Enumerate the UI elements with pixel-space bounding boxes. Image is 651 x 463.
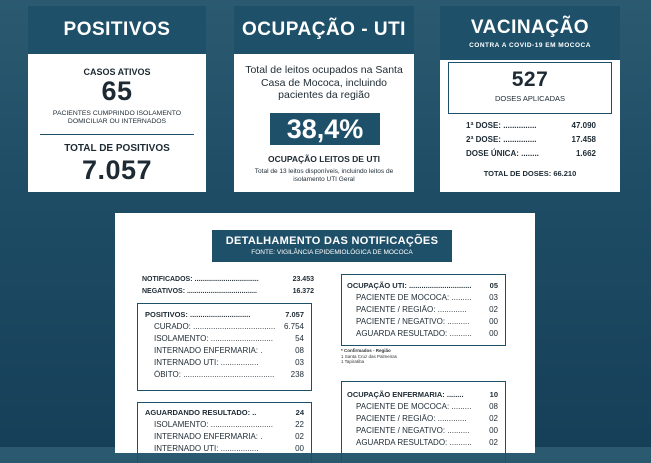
negativos-row <box>142 288 314 295</box>
vacinacao-card <box>440 6 620 192</box>
note-line: 1 Santa Cruz das Palmeiras <box>341 353 398 359</box>
total-positivos-label: TOTAL DE POSITIVOS <box>64 143 170 154</box>
row-value: 238 <box>290 370 304 379</box>
row-label: AGUARDA RESULTADO: .......... <box>356 438 472 447</box>
list-item <box>356 414 498 426</box>
row-label: PACIENTE / NEGATIVO: .......... <box>356 426 470 435</box>
uti-card <box>234 6 414 192</box>
casos-ativos-value: 65 <box>101 76 133 106</box>
enfermaria-box <box>341 381 506 462</box>
region-notes <box>341 348 397 365</box>
detalhamento-source: FONTE: VIGILÂNCIA EPIDEMIOLÓGICA DE MOCOCA <box>251 249 413 256</box>
total-positivos-value: 7.057 <box>81 155 153 185</box>
row-label: AGUARDA RESULTADO: .......... <box>356 329 472 338</box>
row-value: 6.754 <box>283 322 304 331</box>
uti-box-head <box>347 281 498 290</box>
row-value: 03 <box>295 358 304 367</box>
list-item <box>356 438 498 450</box>
list-item <box>154 346 304 358</box>
vacinacao-header <box>440 6 620 60</box>
aguardando-box <box>137 402 312 463</box>
doses-box <box>448 62 612 114</box>
row-label: PACIENTE DE MOCOCA: ......... <box>356 402 472 411</box>
enfermaria-box-head <box>347 390 498 399</box>
dose-row <box>466 135 596 144</box>
negativos-label: NEGATIVOS: .................................... <box>142 288 257 295</box>
row-value: 00 <box>489 329 498 338</box>
row-label: INTERNADO ENFERMARIA: . <box>154 346 263 355</box>
dose-label: 1ª DOSE: ............... <box>466 121 537 130</box>
aguardando-box-rows <box>154 420 304 456</box>
list-item <box>154 322 304 334</box>
positivos-box-head <box>145 310 304 319</box>
enfermaria-box-value: 10 <box>489 390 498 399</box>
list-item <box>154 420 304 432</box>
notificados-row <box>142 276 314 283</box>
row-value: 22 <box>295 420 304 429</box>
uti-description: Total de leitos ocupados na Santa Casa de Mococa, incluindo pacientes da região <box>245 64 403 101</box>
row-label: CURADO: ..................................... <box>154 322 276 331</box>
positivos-box-value: 7.057 <box>285 310 304 319</box>
row-value: 08 <box>489 402 498 411</box>
row-label: INTERNADO ENFERMARIA: . <box>154 432 263 441</box>
dose-row <box>466 121 596 130</box>
row-value: 02 <box>489 438 498 447</box>
dose-value: 47.090 <box>571 121 596 130</box>
uti-title: OCUPAÇÃO - UTI <box>234 6 414 54</box>
list-item <box>154 358 304 370</box>
uti-box-value: 05 <box>489 281 498 290</box>
row-label: ISOLAMENTO: ............................ <box>154 334 273 343</box>
row-value: 00 <box>295 444 304 453</box>
row-label: INTERNADO UTI: ................. <box>154 358 259 367</box>
dose-row <box>466 149 596 158</box>
row-value: 54 <box>295 334 304 343</box>
dose-value: 1.662 <box>575 149 596 158</box>
row-label: ISOLAMENTO: ............................ <box>154 420 273 429</box>
notificados-value: 23.453 <box>292 276 314 283</box>
list-item <box>154 370 304 382</box>
doses-value: 527 <box>511 68 549 91</box>
divider <box>40 134 194 135</box>
positivos-title: POSITIVOS <box>28 6 206 54</box>
total-doses: TOTAL DE DOSES: 66.210 <box>483 169 577 178</box>
aguardando-box-value: 24 <box>295 408 304 417</box>
row-label: INTERNADO UTI: ................. <box>154 444 259 453</box>
row-label: PACIENTE / REGIÃO: ............. <box>356 305 467 314</box>
detalhamento-header <box>212 230 452 262</box>
detalhamento-panel <box>115 213 535 453</box>
row-label: PACIENTE DE MOCOCA: ......... <box>356 293 472 302</box>
list-item <box>154 334 304 346</box>
enfermaria-box-label: OCUPAÇÃO ENFERMARIA: ........ <box>347 390 464 399</box>
uti-label: OCUPAÇÃO LEITOS DE UTI <box>267 154 381 164</box>
row-value: 00 <box>489 317 498 326</box>
row-value: 03 <box>489 293 498 302</box>
list-item <box>356 426 498 438</box>
row-value: 08 <box>295 346 304 355</box>
positivos-card <box>28 6 206 192</box>
uti-note: Total de 13 leitos disponíveis, incluindo leitos de isolamento UTI Geral <box>254 168 394 183</box>
note-line: * Confirmados - Região <box>341 348 391 353</box>
list-item <box>356 329 498 341</box>
row-value: 00 <box>489 426 498 435</box>
list-item <box>356 305 498 317</box>
vacinacao-subtitle: CONTRA A COVID-19 EM MOCOCA <box>469 42 591 49</box>
list-item <box>356 317 498 329</box>
positivos-box-rows <box>154 322 304 382</box>
uti-box-rows <box>356 293 498 341</box>
list-item <box>154 432 304 444</box>
vacinacao-title: VACINAÇÃO <box>470 17 590 38</box>
row-label: PACIENTE / NEGATIVO: .......... <box>356 317 470 326</box>
dose-value: 17.458 <box>571 135 596 144</box>
negativos-value: 16.372 <box>292 288 314 295</box>
enfermaria-box-rows <box>356 402 498 450</box>
notificados-label: NOTIFICADOS: ................................. <box>142 276 259 283</box>
uti-box <box>341 274 506 346</box>
dose-label: DOSE ÚNICA: ........ <box>466 149 539 158</box>
uti-box-label: OCUPAÇÃO UTI: .............................. <box>347 281 472 290</box>
list-item <box>356 402 498 414</box>
uti-percent: 38,4% <box>270 113 380 145</box>
row-label: ÓBITO: ......................................... <box>154 370 275 379</box>
aguardando-box-head <box>145 408 304 417</box>
row-value: 02 <box>489 305 498 314</box>
aguardando-box-label: AGUARDANDO RESULTADO: .. <box>145 408 257 417</box>
casos-ativos-note: PACIENTES CUMPRINDO ISOLAMENTO DOMICILIAR OU INTERNADOS <box>52 110 182 125</box>
row-label: PACIENTE / REGIÃO: ............. <box>356 414 467 423</box>
list-item <box>356 293 498 305</box>
row-value: 02 <box>295 432 304 441</box>
positivos-box <box>137 303 312 391</box>
row-value: 02 <box>489 414 498 423</box>
casos-ativos-label: CASOS ATIVOS <box>83 67 151 77</box>
note-line: 1 Tapiratiba <box>341 359 365 364</box>
detalhamento-title: DETALHAMENTO DAS NOTIFICAÇÕES <box>225 235 439 247</box>
positivos-box-label: POSITIVOS: ............................. <box>145 310 251 319</box>
list-item <box>154 444 304 456</box>
dose-label: 2ª DOSE: ............... <box>466 135 537 144</box>
doses-label: DOSES APLICADAS <box>494 94 566 103</box>
